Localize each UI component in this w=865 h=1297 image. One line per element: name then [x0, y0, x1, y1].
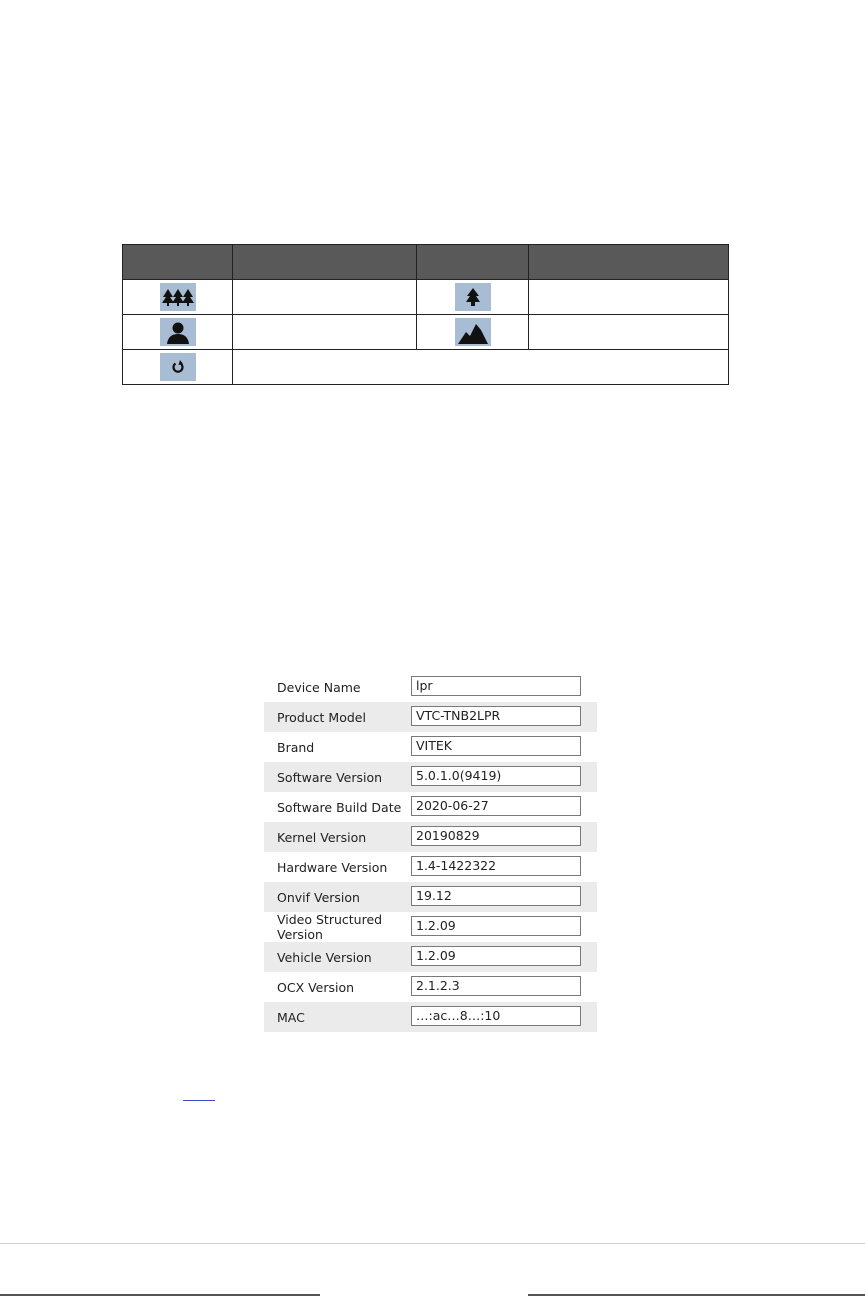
- info-label: Vehicle Version: [277, 949, 372, 965]
- header-cell-icon-2: [417, 245, 529, 280]
- info-label: Product Model: [277, 709, 366, 725]
- info-label: Software Version: [277, 769, 383, 785]
- single-tree-icon[interactable]: [455, 283, 491, 311]
- footer-stripe-right: [528, 1294, 865, 1296]
- icon-cell: [417, 315, 529, 350]
- kernel-version-field[interactable]: 20190829: [411, 826, 581, 846]
- ocx-version-field[interactable]: 2.1.2.3: [411, 976, 581, 996]
- icon-description: [233, 280, 417, 315]
- icon-description: [529, 315, 729, 350]
- info-row-ocx-version: [264, 972, 597, 1002]
- info-label: MAC: [277, 1009, 305, 1025]
- header-cell-desc-2: [529, 245, 729, 280]
- icon-cell: [417, 280, 529, 315]
- icon-table-row: [123, 315, 729, 350]
- device-info-panel: [264, 672, 597, 1032]
- info-label: Software Build Date: [277, 799, 402, 815]
- info-label: Hardware Version: [277, 859, 388, 875]
- icon-table: [122, 244, 729, 385]
- footer-divider: [0, 1243, 865, 1244]
- icon-cell: [123, 315, 233, 350]
- info-row-product-model: [264, 702, 597, 732]
- icon-table-header: [123, 245, 729, 280]
- software-build-date-field[interactable]: 2020-06-27: [411, 796, 581, 816]
- info-row-hardware-version: [264, 852, 597, 882]
- icon-cell: [123, 350, 233, 385]
- header-cell-icon-1: [123, 245, 233, 280]
- info-row-vehicle-version: [264, 942, 597, 972]
- product-model-field[interactable]: VTC-TNB2LPR: [411, 706, 581, 726]
- icon-table-row: [123, 280, 729, 315]
- icon-table-row: [123, 350, 729, 385]
- header-cell-desc-1: [233, 245, 417, 280]
- info-row-software-version: [264, 762, 597, 792]
- mountain-icon[interactable]: [455, 318, 491, 346]
- person-portrait-icon[interactable]: [160, 318, 196, 346]
- software-version-field[interactable]: 5.0.1.0(9419): [411, 766, 581, 786]
- three-trees-icon[interactable]: [160, 283, 196, 311]
- brand-field[interactable]: VITEK: [411, 736, 581, 756]
- info-row-kernel-version: [264, 822, 597, 852]
- info-label: Video Structured Version: [277, 912, 383, 942]
- info-row-onvif-version: [264, 882, 597, 912]
- icon-description: [233, 315, 417, 350]
- info-row-brand: [264, 732, 597, 762]
- hyperlink-underline[interactable]: [183, 1100, 215, 1101]
- info-row-device-name: [264, 672, 597, 702]
- info-row-software-build-date: [264, 792, 597, 822]
- mac-field[interactable]: …:ac…8…:10: [411, 1006, 581, 1026]
- device-name-input[interactable]: lpr: [411, 676, 581, 696]
- info-label: OCX Version: [277, 979, 355, 995]
- info-label: Kernel Version: [277, 829, 367, 845]
- info-row-video-structured-version: [264, 912, 597, 942]
- hardware-version-field[interactable]: 1.4-1422322: [411, 856, 581, 876]
- icon-cell: [123, 280, 233, 315]
- video-structured-version-field[interactable]: 1.2.09: [411, 916, 581, 936]
- info-label: Device Name: [277, 679, 361, 695]
- vehicle-version-field[interactable]: 1.2.09: [411, 946, 581, 966]
- info-label: Brand: [277, 739, 315, 755]
- reset-icon[interactable]: [160, 353, 196, 381]
- footer-stripe-left: [0, 1294, 320, 1296]
- icon-description: [233, 350, 729, 385]
- icon-description: [529, 280, 729, 315]
- info-label: Onvif Version: [277, 889, 360, 905]
- onvif-version-field[interactable]: 19.12: [411, 886, 581, 906]
- info-row-mac: [264, 1002, 597, 1032]
